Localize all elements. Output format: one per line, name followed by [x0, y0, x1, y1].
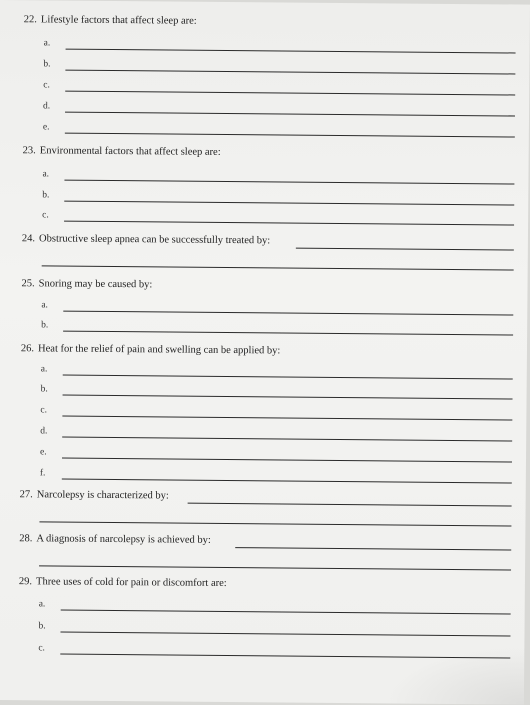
question-23 [23, 145, 221, 158]
item-label: a. [41, 300, 48, 311]
item-label: d. [43, 101, 51, 112]
answer-line[interactable] [65, 112, 515, 117]
question-number: 23. [22, 145, 36, 157]
item-label: b. [38, 621, 46, 632]
item-label: d. [40, 426, 48, 437]
answer-line[interactable] [61, 610, 511, 615]
answer-line[interactable] [62, 479, 512, 484]
item-label: f. [39, 468, 46, 479]
answer-line[interactable] [65, 133, 515, 138]
answer-line[interactable] [65, 91, 515, 96]
question-text: Obstructive sleep apnea can be successfully treated by: [38, 233, 271, 247]
question-text: Lifestyle factors that affect sleep are: [40, 14, 197, 27]
question-24 [22, 233, 270, 246]
answer-line[interactable] [60, 632, 510, 637]
question-text: Three uses of cold for pain or discomfort are: [36, 576, 227, 590]
question-29 [19, 576, 227, 589]
answer-line[interactable] [64, 221, 514, 226]
answer-line[interactable] [63, 311, 513, 316]
question-26 [21, 343, 281, 356]
answer-line[interactable] [66, 49, 516, 54]
question-27 [20, 489, 169, 501]
item-label: a. [42, 169, 50, 180]
item-label: e. [42, 122, 50, 133]
answer-line[interactable] [188, 503, 512, 507]
question-number: 27. [19, 489, 33, 501]
item-label: c. [42, 210, 49, 221]
question-text: Snoring may be caused by: [38, 278, 153, 291]
answer-line[interactable] [65, 70, 515, 75]
question-text: Environmental factors that affect sleep are: [39, 145, 221, 158]
answer-line[interactable] [42, 265, 514, 270]
answer-line[interactable] [235, 547, 511, 550]
item-label: b. [40, 384, 48, 395]
answer-line[interactable] [62, 437, 512, 442]
item-label: a. [40, 364, 48, 375]
page-shadow [384, 643, 525, 704]
answer-line[interactable] [39, 521, 511, 526]
answer-line[interactable] [64, 180, 514, 185]
question-number: 24. [21, 233, 36, 245]
question-25 [21, 278, 152, 290]
question-number: 29. [18, 576, 33, 588]
answer-line[interactable] [64, 201, 514, 206]
item-label: b. [42, 190, 50, 201]
answer-line[interactable] [39, 565, 511, 570]
answer-line[interactable] [62, 416, 512, 421]
question-text: A diagnosis of narcolepsy is achieved by: [36, 533, 211, 546]
item-label: b. [43, 59, 51, 70]
question-number: 25. [21, 278, 35, 290]
item-label: c. [38, 643, 45, 654]
item-label: a. [38, 599, 46, 610]
question-text: Narcolepsy is characterized by: [36, 489, 169, 502]
question-number: 22. [23, 14, 38, 26]
question-number: 28. [19, 533, 33, 545]
answer-line[interactable] [63, 395, 513, 400]
question-text: Heat for the relief of pain and swelling can be applied by: [38, 343, 281, 357]
answer-line[interactable] [62, 458, 512, 463]
item-label: e. [40, 447, 47, 458]
answer-line[interactable] [63, 375, 513, 380]
answer-line[interactable] [296, 248, 514, 251]
question-number: 26. [20, 343, 35, 355]
answer-line[interactable] [63, 331, 513, 336]
item-label: c. [43, 80, 50, 91]
question-22 [24, 14, 197, 27]
item-label: b. [41, 320, 49, 331]
item-label: c. [40, 405, 48, 416]
item-label: a. [43, 38, 51, 49]
question-28 [19, 533, 211, 546]
